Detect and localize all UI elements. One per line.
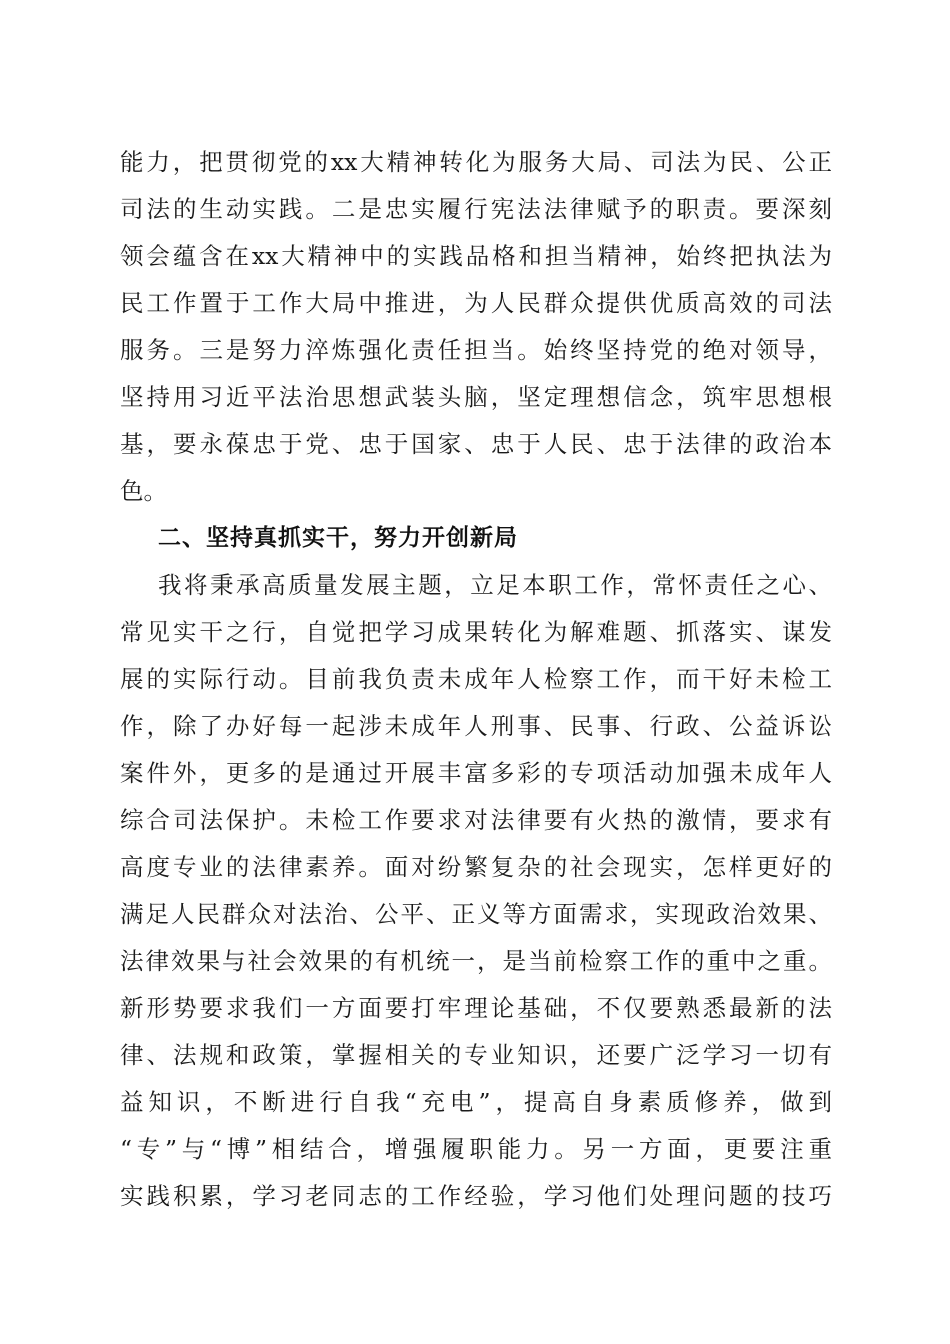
paragraph1-line-4: 民工作置于工作大局中推进，为人民群众提供优质高效的司法 xyxy=(120,289,832,317)
paragraph2-line-1: 我将秉承高质量发展主题，立足本职工作，常怀责任之心、 xyxy=(158,571,832,599)
paragraph2-line-14: 实践积累，学习老同志的工作经验，学习他们处理问题的技巧 xyxy=(120,1182,832,1210)
paragraph2-line-9: 法律效果与社会效果的有机统一，是当前检察工作的重中之重。 xyxy=(120,947,832,975)
paragraph2-line-10: 新形势要求我们一方面要打牢理论基础，不仅要熟悉最新的法 xyxy=(120,994,832,1022)
paragraph1-line-1: 能力，把贯彻党的xx大精神转化为服务大局、司法为民、公正 xyxy=(120,148,832,176)
paragraph2-line-2: 常见实干之行，自觉把学习成果转化为解难题、抓落实、谋发 xyxy=(120,618,832,646)
paragraph2-line-12: 益知识，不断进行自我“充电”，提高自身素质修养，做到 xyxy=(120,1088,832,1116)
paragraph1-line-3: 领会蕴含在xx大精神中的实践品格和担当精神，始终把执法为 xyxy=(120,242,832,270)
paragraph2-line-13: “专”与“博”相结合，增强履职能力。另一方面，更要注重 xyxy=(120,1135,832,1163)
paragraph2-line-7: 高度专业的法律素养。面对纷繁复杂的社会现实，怎样更好的 xyxy=(120,853,832,881)
paragraph1-line-5: 服务。三是努力淬炼强化责任担当。始终坚持党的绝对领导， xyxy=(120,336,832,364)
paragraph2-line-6: 综合司法保护。未检工作要求对法律要有火热的激情，要求有 xyxy=(120,806,832,834)
paragraph2-line-4: 作，除了办好每一起涉未成年人刑事、民事、行政、公益诉讼 xyxy=(120,712,832,740)
paragraph1-line-8: 色。 xyxy=(120,477,167,505)
paragraph1-line-6: 坚持用习近平法治思想武装头脑，坚定理想信念，筑牢思想根 xyxy=(120,383,832,411)
paragraph2-line-11: 律、法规和政策，掌握相关的专业知识，还要广泛学习一切有 xyxy=(120,1041,832,1069)
paragraph2-line-3: 展的实际行动。目前我负责未成年人检察工作，而干好未检工 xyxy=(120,665,832,693)
paragraph1-line-2: 司法的生动实践。二是忠实履行宪法法律赋予的职责。要深刻 xyxy=(120,195,832,223)
paragraph2-line-5: 案件外，更多的是通过开展丰富多彩的专项活动加强未成年人 xyxy=(120,759,832,787)
section-heading-2: 二、坚持真抓实干，努力开创新局 xyxy=(158,525,518,551)
paragraph1-line-7: 基，要永葆忠于党、忠于国家、忠于人民、忠于法律的政治本 xyxy=(120,430,832,458)
paragraph2-line-8: 满足人民群众对法治、公平、正义等方面需求，实现政治效果、 xyxy=(120,900,832,928)
